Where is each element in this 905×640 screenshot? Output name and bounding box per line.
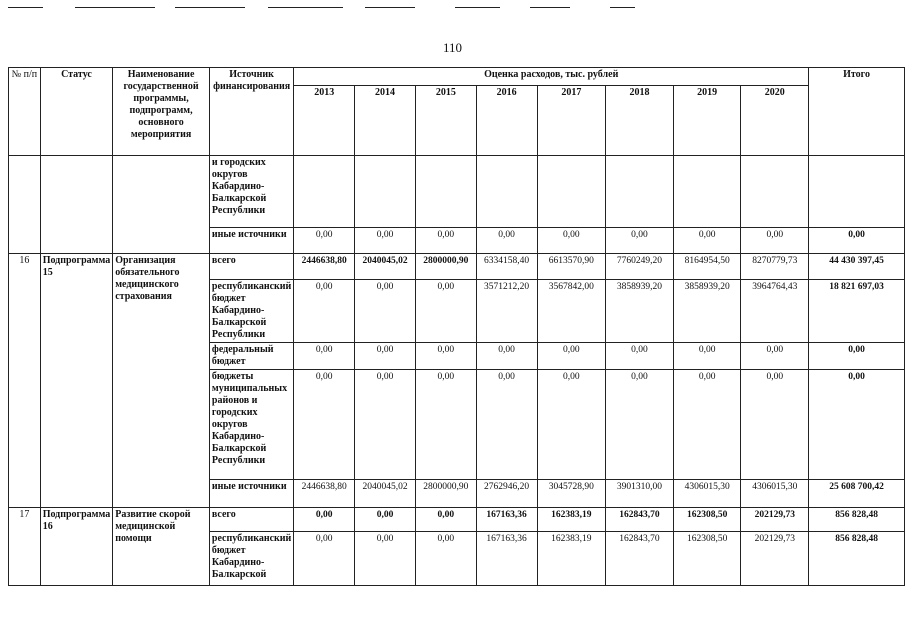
value-cell: 8164954,50 <box>673 254 741 280</box>
total-cell: 0,00 <box>809 228 905 254</box>
row-source: республиканский бюджет Кабардино-Балкарской <box>209 532 293 586</box>
value-cell: 202129,73 <box>741 532 809 586</box>
value-cell <box>537 156 606 228</box>
expense-table <box>8 67 905 586</box>
value-cell: 0,00 <box>294 532 355 586</box>
value-cell: 3571212,20 <box>476 280 537 343</box>
value-cell: 0,00 <box>294 228 355 254</box>
value-cell: 0,00 <box>476 228 537 254</box>
value-cell: 162383,19 <box>537 532 606 586</box>
value-cell: 0,00 <box>537 343 606 370</box>
value-cell: 0,00 <box>673 370 741 480</box>
header-estimate: Оценка расходов, тыс. рублей <box>294 68 809 86</box>
header-year: 2015 <box>415 86 476 156</box>
value-cell: 0,00 <box>415 228 476 254</box>
row-num <box>9 156 41 254</box>
value-cell: 0,00 <box>476 343 537 370</box>
row-name <box>113 156 210 254</box>
header-num: № п/п <box>9 68 41 156</box>
row-status: Подпрограмма 15 <box>40 254 113 508</box>
value-cell: 3901310,00 <box>606 480 674 508</box>
row-status: Подпрограмма 16 <box>40 508 113 586</box>
value-cell <box>476 156 537 228</box>
top-rule-7 <box>530 7 570 8</box>
row-source: федеральный бюджет <box>209 343 293 370</box>
top-rule-2 <box>75 7 155 8</box>
row-source: республиканский бюджет Кабардино-Балкарской Республики <box>209 280 293 343</box>
row-status <box>40 156 113 254</box>
row-source: всего <box>209 254 293 280</box>
value-cell: 162843,70 <box>606 532 674 586</box>
value-cell <box>294 156 355 228</box>
value-cell: 0,00 <box>741 228 809 254</box>
page-number: 110 <box>442 40 463 55</box>
value-cell: 0,00 <box>537 228 606 254</box>
row-name: Организация обязательного медицинского страхования <box>113 254 210 508</box>
top-rule-6 <box>455 7 500 8</box>
value-cell: 0,00 <box>415 508 476 532</box>
value-cell <box>673 156 741 228</box>
row-source: иные источники <box>209 480 293 508</box>
value-cell: 2040045,02 <box>355 480 416 508</box>
value-cell: 2040045,02 <box>355 254 416 280</box>
top-rule-4 <box>268 7 343 8</box>
total-cell: 0,00 <box>809 370 905 480</box>
top-rule-8 <box>610 7 635 8</box>
value-cell: 0,00 <box>294 343 355 370</box>
value-cell: 0,00 <box>355 508 416 532</box>
value-cell: 0,00 <box>355 343 416 370</box>
value-cell: 0,00 <box>355 280 416 343</box>
header-year: 2013 <box>294 86 355 156</box>
value-cell: 3045728,90 <box>537 480 606 508</box>
value-cell: 0,00 <box>294 280 355 343</box>
value-cell: 3858939,20 <box>606 280 674 343</box>
header-year: 2016 <box>476 86 537 156</box>
value-cell: 162308,50 <box>673 532 741 586</box>
value-cell: 6613570,90 <box>537 254 606 280</box>
total-cell <box>809 156 905 228</box>
value-cell: 162383,19 <box>537 508 606 532</box>
value-cell: 202129,73 <box>741 508 809 532</box>
value-cell: 3567842,00 <box>537 280 606 343</box>
value-cell: 0,00 <box>415 280 476 343</box>
value-cell: 0,00 <box>606 370 674 480</box>
value-cell: 6334158,40 <box>476 254 537 280</box>
value-cell <box>415 156 476 228</box>
header-year: 2017 <box>537 86 606 156</box>
header-year: 2020 <box>741 86 809 156</box>
total-cell: 18 821 697,03 <box>809 280 905 343</box>
value-cell: 0,00 <box>355 532 416 586</box>
value-cell: 162843,70 <box>606 508 674 532</box>
value-cell: 0,00 <box>673 343 741 370</box>
value-cell: 2800000,90 <box>415 480 476 508</box>
table-row <box>9 508 905 532</box>
row-source: бюджеты муниципальных районов и городских округов Кабардино-Балкарской Республики <box>209 370 293 480</box>
value-cell: 0,00 <box>355 228 416 254</box>
value-cell: 0,00 <box>355 370 416 480</box>
value-cell: 3964764,43 <box>741 280 809 343</box>
header-total: Итого <box>809 68 905 156</box>
value-cell: 0,00 <box>606 343 674 370</box>
row-source: и городских округов Кабардино-Балкарской Республики <box>209 156 293 228</box>
value-cell: 0,00 <box>606 228 674 254</box>
value-cell: 2446638,80 <box>294 254 355 280</box>
total-cell: 856 828,48 <box>809 532 905 586</box>
value-cell: 0,00 <box>741 343 809 370</box>
header-source: Источник финансирования <box>209 68 293 156</box>
top-rule-3 <box>175 7 245 8</box>
value-cell: 4306015,30 <box>673 480 741 508</box>
top-rule-5 <box>365 7 415 8</box>
value-cell: 0,00 <box>294 508 355 532</box>
header-year: 2014 <box>355 86 416 156</box>
value-cell: 0,00 <box>537 370 606 480</box>
value-cell <box>606 156 674 228</box>
value-cell: 2446638,80 <box>294 480 355 508</box>
value-cell: 0,00 <box>415 370 476 480</box>
header-status: Статус <box>40 68 113 156</box>
value-cell: 2762946,20 <box>476 480 537 508</box>
value-cell: 8270779,73 <box>741 254 809 280</box>
header-year: 2018 <box>606 86 674 156</box>
total-cell: 25 608 700,42 <box>809 480 905 508</box>
value-cell: 4306015,30 <box>741 480 809 508</box>
value-cell <box>741 156 809 228</box>
value-cell: 0,00 <box>673 228 741 254</box>
value-cell: 162308,50 <box>673 508 741 532</box>
value-cell: 3858939,20 <box>673 280 741 343</box>
row-num: 17 <box>9 508 41 586</box>
header-year: 2019 <box>673 86 741 156</box>
total-cell: 0,00 <box>809 343 905 370</box>
value-cell: 0,00 <box>415 343 476 370</box>
top-rule-1 <box>8 7 43 8</box>
value-cell: 167163,36 <box>476 532 537 586</box>
value-cell: 0,00 <box>294 370 355 480</box>
total-cell: 44 430 397,45 <box>809 254 905 280</box>
row-source: иные источники <box>209 228 293 254</box>
header-name: Наименование государственной программы, подпрограмм, основного мероприятия <box>113 68 210 156</box>
value-cell: 167163,36 <box>476 508 537 532</box>
value-cell: 0,00 <box>415 532 476 586</box>
value-cell: 2800000,90 <box>415 254 476 280</box>
total-cell: 856 828,48 <box>809 508 905 532</box>
table-row <box>9 156 905 228</box>
value-cell <box>355 156 416 228</box>
value-cell: 0,00 <box>741 370 809 480</box>
value-cell: 7760249,20 <box>606 254 674 280</box>
row-num: 16 <box>9 254 41 508</box>
row-name: Развитие скорой медицинской помощи <box>113 508 210 586</box>
table-row <box>9 254 905 280</box>
row-source: всего <box>209 508 293 532</box>
value-cell: 0,00 <box>476 370 537 480</box>
